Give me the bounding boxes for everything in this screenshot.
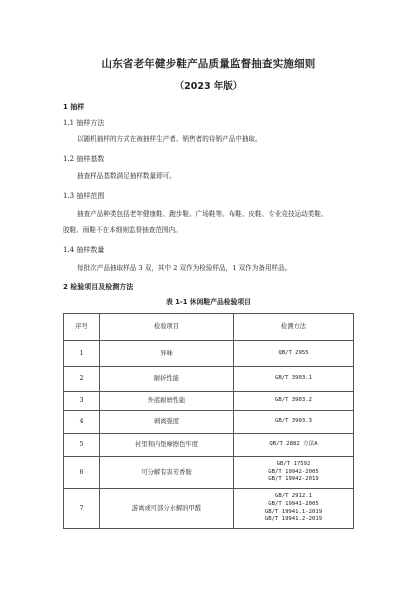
table-row (64, 341, 354, 367)
header-method: 检测方法 (234, 314, 354, 341)
inspection-items-table (63, 313, 354, 529)
section-2-heading: 2 检验项目及检测方法 (63, 283, 134, 291)
row-no: 2 (64, 367, 100, 392)
header-no: 序号 (64, 314, 100, 341)
section-1-2-heading: 1.2 抽样基数 (63, 155, 105, 163)
table-row (64, 392, 354, 411)
section-1-4-text: 每批次产品抽取样品 3 双，其中 2 双作为检验样品，1 双作为备用样品。 (77, 264, 292, 272)
row-no: 1 (64, 341, 100, 367)
table-row (64, 411, 354, 434)
row-no: 4 (64, 411, 100, 434)
header-item: 检验项目 (100, 314, 234, 341)
table-caption: 表 1-1 休闲鞋产品检验项目 (166, 298, 251, 306)
row-item: 外底耐磨性能 (100, 392, 234, 411)
row-method: GB/T 17592 GB/T 19942-2005 GB/T 19942-2019 (234, 457, 354, 489)
row-item: 游离或可部分水解的甲醛 (100, 489, 234, 529)
row-item: 衬里和内垫摩擦色牢度 (100, 434, 234, 457)
row-no: 5 (64, 434, 100, 457)
row-method: GB/T 3903.3 (234, 411, 354, 434)
section-1-4-heading: 1.4 抽样数量 (63, 246, 105, 254)
row-no: 7 (64, 489, 100, 529)
section-1-3-text-line2: 胶鞋、雨鞋不在本细则监督抽查范围内。 (63, 226, 182, 234)
row-item: 剥离强度 (100, 411, 234, 434)
table-row (64, 457, 354, 489)
row-no: 3 (64, 392, 100, 411)
section-1-heading: 1 抽样 (63, 103, 85, 111)
row-method: QB/T 2882 方法A (234, 434, 354, 457)
section-1-1-text: 以随机抽样的方式在被抽样生产者、销售者的待销产品中抽取。 (77, 135, 262, 143)
document-title: 山东省老年健步鞋产品质量监督抽查实施细则 (101, 58, 316, 70)
row-item: 耐折性能 (100, 367, 234, 392)
section-1-2-text: 抽查样品基数满足抽样数量即可。 (77, 172, 176, 180)
row-method: GB/T 2912.1 GB/T 19941-2005 GB/T 19941.1-2019 GB/T 19941.2-2019 (234, 489, 354, 529)
row-item: 异味 (100, 341, 234, 367)
document-edition: （2023 年版） (174, 81, 243, 92)
table-row (64, 367, 354, 392)
row-method: GB/T 3903.2 (234, 392, 354, 411)
row-method: GB/T 3903.1 (234, 367, 354, 392)
table-row (64, 489, 354, 529)
section-1-1-heading: 1.1 抽样方法 (63, 119, 105, 127)
section-1-3-text-line1: 抽查产品种类包括老年健康鞋、跑步鞋、广场鞋等。布鞋、皮鞋、专业竞技运动类鞋、 (77, 210, 328, 218)
row-method: QB/T 2955 (234, 341, 354, 367)
section-1-3-heading: 1.3 抽样范围 (63, 192, 105, 200)
row-no: 6 (64, 457, 100, 489)
table-row (64, 434, 354, 457)
table-header-row (64, 314, 354, 341)
row-item: 可分解有害芳香胺 (100, 457, 234, 489)
